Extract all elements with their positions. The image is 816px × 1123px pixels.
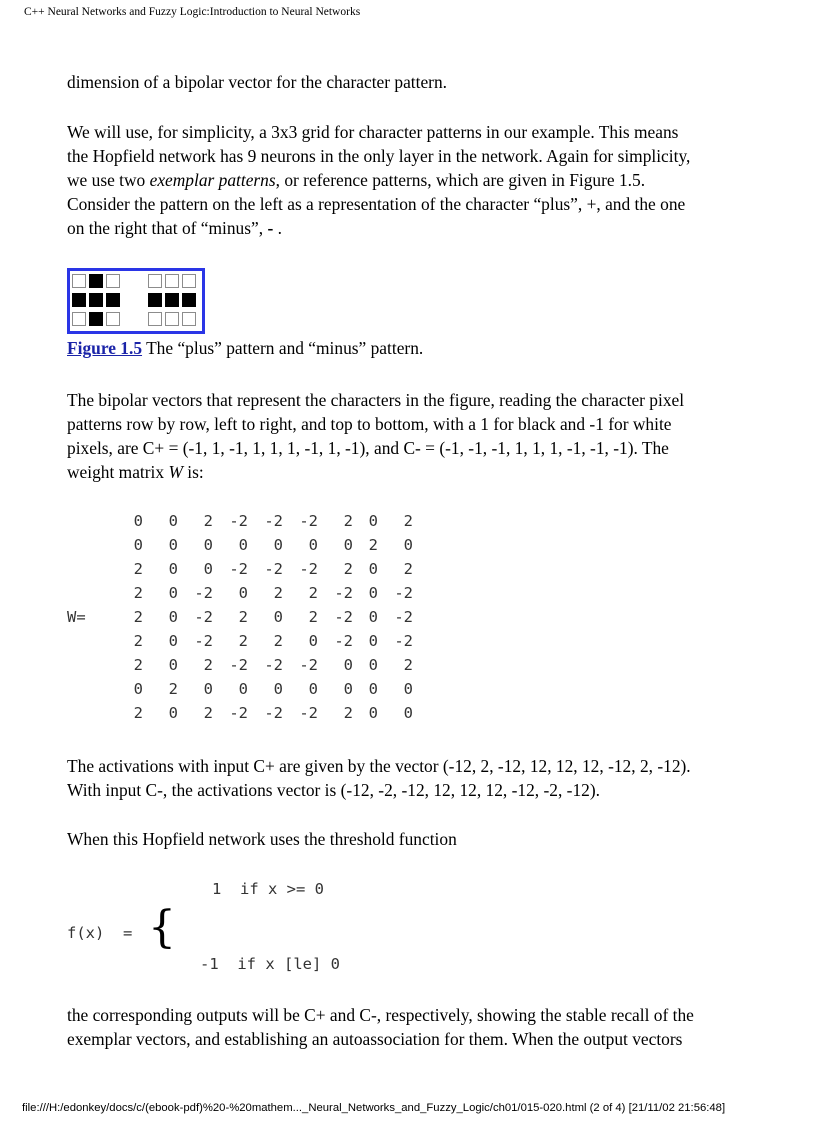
matrix-cell: -2 bbox=[194, 584, 213, 602]
text-line: patterns row by row, left to right, and top to bottom, with a 1 for black and -1 for white bbox=[67, 414, 672, 434]
paragraph-intro bbox=[67, 70, 767, 94]
text-line: When this Hopfield network uses the threshold function bbox=[67, 829, 457, 849]
matrix-cell: 0 bbox=[238, 584, 248, 602]
matrix-cell: 0 bbox=[273, 536, 283, 554]
matrix-cell: -2 bbox=[334, 584, 353, 602]
matrix-cell: 2 bbox=[273, 632, 283, 650]
text-line: The activations with input C+ are given by the vector (-12, 2, -12, 12, 12, 12, -12, 2, -12). bbox=[67, 756, 691, 776]
matrix-cell: 0 bbox=[133, 512, 143, 530]
text-line: weight matrix bbox=[67, 462, 169, 482]
matrix-cell: 2 bbox=[238, 632, 248, 650]
text-line: Consider the pattern on the left as a representation of the character “plus”, +, and the one bbox=[67, 194, 686, 214]
matrix-cell: 2 bbox=[203, 656, 213, 674]
matrix-cell: 2 bbox=[203, 704, 213, 722]
matrix-cell: 2 bbox=[133, 584, 143, 602]
matrix-cell: 0 bbox=[403, 680, 413, 698]
text-line: The bipolar vectors that represent the characters in the figure, reading the character pixel bbox=[67, 390, 685, 410]
matrix-cell: 2 bbox=[403, 560, 413, 578]
matrix-cell: 2 bbox=[203, 512, 213, 530]
text-line: pixels, are C+ = (-1, 1, -1, 1, 1, 1, -1, 1, -1), and C- = (-1, -1, -1, 1, 1, 1, -1, -1, -1). The bbox=[67, 438, 669, 458]
matrix-cell: 0 bbox=[343, 536, 353, 554]
matrix-cell: 0 bbox=[168, 536, 178, 554]
text-line: we use two bbox=[67, 170, 150, 190]
figure-plus-minus-patterns bbox=[67, 268, 205, 334]
plus-pixel-white bbox=[72, 274, 86, 288]
matrix-cell: 0 bbox=[368, 608, 378, 626]
minus-pixel-white bbox=[165, 312, 179, 326]
matrix-cell: 0 bbox=[343, 656, 353, 674]
matrix-cell: 2 bbox=[308, 584, 318, 602]
matrix-cell: 0 bbox=[238, 536, 248, 554]
paragraph-activations bbox=[67, 754, 767, 802]
plus-pixel-white bbox=[106, 274, 120, 288]
matrix-cell: -2 bbox=[394, 584, 413, 602]
matrix-cell: -2 bbox=[299, 512, 318, 530]
matrix-cell: 0 bbox=[403, 536, 413, 554]
plus-pixel-black bbox=[89, 293, 103, 307]
matrix-cell: -2 bbox=[264, 656, 283, 674]
matrix-cell: 0 bbox=[368, 512, 378, 530]
minus-pixel-white bbox=[182, 274, 196, 288]
minus-pixel-white bbox=[148, 274, 162, 288]
emphasis-term: exemplar patterns bbox=[149, 170, 276, 190]
matrix-cell: -2 bbox=[194, 632, 213, 650]
matrix-cell: -2 bbox=[264, 512, 283, 530]
minus-pixel-black bbox=[148, 293, 162, 307]
matrix-cell: 0 bbox=[168, 632, 178, 650]
matrix-cell: 2 bbox=[368, 536, 378, 554]
matrix-cell: 0 bbox=[368, 560, 378, 578]
paragraph-bipolar-vectors bbox=[67, 388, 767, 484]
matrix-cell: -2 bbox=[264, 560, 283, 578]
matrix-cell: 2 bbox=[343, 512, 353, 530]
matrix-cell: 2 bbox=[403, 512, 413, 530]
matrix-cell: 0 bbox=[368, 584, 378, 602]
caption-text: The “plus” pattern and “minus” pattern. bbox=[142, 338, 424, 358]
matrix-cell: 2 bbox=[343, 560, 353, 578]
text-line: the corresponding outputs will be C+ and C-, respectively, showing the stable recall of the bbox=[67, 1005, 694, 1025]
plus-pixel-black bbox=[89, 274, 103, 288]
text-line: exemplar vectors, and establishing an autoassociation for them. When the output vectors bbox=[67, 1029, 683, 1049]
matrix-cell: 2 bbox=[133, 656, 143, 674]
matrix-cell: 0 bbox=[168, 584, 178, 602]
matrix-cell: -2 bbox=[229, 656, 248, 674]
text-line: With input C-, the activations vector is (-12, -2, -12, 12, 12, 12, -12, -2, -12). bbox=[67, 780, 600, 800]
plus-pixel-black bbox=[89, 312, 103, 326]
matrix-cell: 2 bbox=[133, 560, 143, 578]
matrix-cell: 2 bbox=[133, 704, 143, 722]
matrix-cell: 0 bbox=[403, 704, 413, 722]
matrix-cell: 0 bbox=[368, 632, 378, 650]
matrix-cell: 0 bbox=[168, 560, 178, 578]
matrix-cell: -2 bbox=[194, 608, 213, 626]
matrix-cell: 0 bbox=[203, 680, 213, 698]
matrix-cell: 2 bbox=[403, 656, 413, 674]
matrix-cell: -2 bbox=[229, 512, 248, 530]
matrix-cell: 2 bbox=[273, 584, 283, 602]
matrix-cell: -2 bbox=[229, 560, 248, 578]
minus-pixel-white bbox=[165, 274, 179, 288]
page-header: C++ Neural Networks and Fuzzy Logic:Introduction to Neural Networks bbox=[24, 6, 361, 18]
formula-case-positive: 1 if x >= 0 bbox=[212, 880, 324, 898]
matrix-cell: 0 bbox=[203, 536, 213, 554]
matrix-cell: 0 bbox=[168, 656, 178, 674]
matrix-cell: 2 bbox=[308, 608, 318, 626]
matrix-cell: 0 bbox=[168, 512, 178, 530]
matrix-cell: 0 bbox=[168, 608, 178, 626]
matrix-cell: -2 bbox=[334, 608, 353, 626]
matrix-cell: -2 bbox=[264, 704, 283, 722]
text-line: is: bbox=[182, 462, 204, 482]
minus-pixel-white bbox=[182, 312, 196, 326]
matrix-cell: 0 bbox=[308, 632, 318, 650]
text-line: on the right that of “minus”, bbox=[67, 218, 268, 238]
matrix-cell: -2 bbox=[394, 632, 413, 650]
minus-pixel-white bbox=[148, 312, 162, 326]
paragraph-grid-description bbox=[67, 120, 767, 240]
minus-symbol: - bbox=[267, 218, 274, 238]
matrix-cell: -2 bbox=[299, 656, 318, 674]
matrix-cell: 0 bbox=[368, 704, 378, 722]
matrix-cell: 2 bbox=[238, 608, 248, 626]
page-footer: file:///H:/edonkey/docs/c/(ebook-pdf)%20-%20mathem..._Neural_Networks_and_Fuzzy_Logic/ch01/015-020.html (2 of 4) [21/11/02 21:56:48] bbox=[22, 1102, 726, 1114]
plus-pixel-white bbox=[72, 312, 86, 326]
matrix-cell: 0 bbox=[133, 680, 143, 698]
matrix-cell: 2 bbox=[343, 704, 353, 722]
matrix-cell: -2 bbox=[334, 632, 353, 650]
minus-pixel-black bbox=[165, 293, 179, 307]
matrix-cell: -2 bbox=[229, 704, 248, 722]
matrix-label: W= bbox=[67, 608, 86, 626]
plus-pixel-white bbox=[106, 312, 120, 326]
matrix-cell: -2 bbox=[299, 560, 318, 578]
matrix-cell: 0 bbox=[273, 608, 283, 626]
matrix-cell: 0 bbox=[273, 680, 283, 698]
matrix-cell: 0 bbox=[308, 536, 318, 554]
figure-caption bbox=[67, 336, 767, 360]
text-line: dimension of a bipolar vector for the character pattern. bbox=[67, 72, 448, 92]
matrix-cell: 0 bbox=[343, 680, 353, 698]
formula-case-negative: -1 if x [le] 0 bbox=[200, 955, 340, 973]
formula-lhs: f(x) = bbox=[67, 924, 133, 942]
matrix-cell: -2 bbox=[299, 704, 318, 722]
matrix-cell: 2 bbox=[133, 608, 143, 626]
matrix-cell: 2 bbox=[168, 680, 178, 698]
plus-pixel-black bbox=[106, 293, 120, 307]
matrix-cell: 0 bbox=[368, 680, 378, 698]
matrix-cell: 0 bbox=[238, 680, 248, 698]
matrix-cell: -2 bbox=[394, 608, 413, 626]
text-line: . bbox=[273, 218, 282, 238]
minus-pixel-black bbox=[182, 293, 196, 307]
paragraph-threshold bbox=[67, 827, 767, 851]
text-line: , or reference patterns, which are given in Figure 1.5. bbox=[275, 170, 646, 190]
plus-pixel-black bbox=[72, 293, 86, 307]
matrix-cell: 0 bbox=[308, 680, 318, 698]
figure-link[interactable]: Figure 1.5 bbox=[67, 338, 143, 358]
text-line: We will use, for simplicity, a 3x3 grid for character patterns in our example. This means bbox=[67, 122, 679, 142]
matrix-cell: 0 bbox=[133, 536, 143, 554]
formula-brace: { bbox=[148, 902, 176, 953]
matrix-cell: 0 bbox=[368, 656, 378, 674]
matrix-cell: 2 bbox=[133, 632, 143, 650]
matrix-cell: 0 bbox=[203, 560, 213, 578]
text-line: the Hopfield network has 9 neurons in the only layer in the network. Again for simplicity, bbox=[67, 146, 691, 166]
emphasis-term: W bbox=[168, 462, 183, 482]
paragraph-outputs bbox=[67, 1003, 767, 1051]
matrix-cell: 0 bbox=[168, 704, 178, 722]
